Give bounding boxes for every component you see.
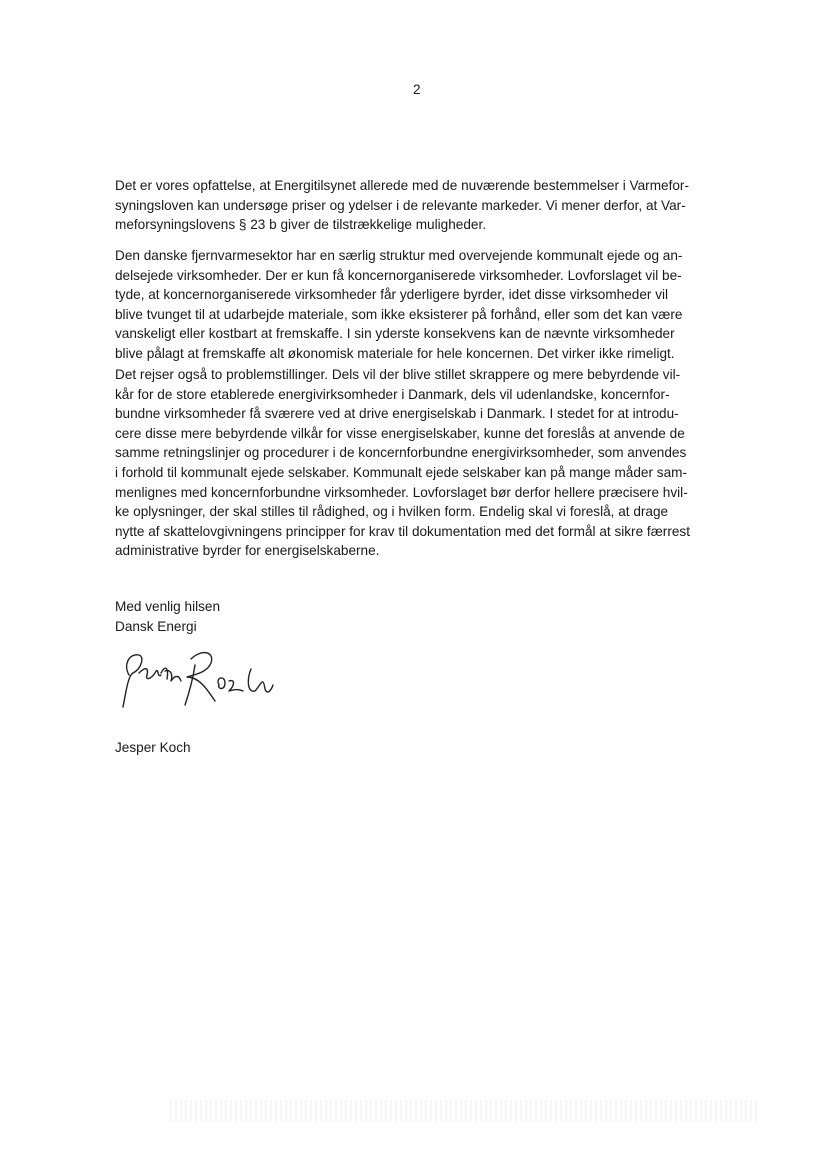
text-line: vanskeligt eller kostbart at fremskaffe. I sin yderste konsekvens kan de nævnte virksomheder [115,326,675,342]
text-line: kår for de store etablerede energivirksomheder i Danmark, dels vil udenlandske, koncernfor- [115,386,670,402]
text-line: administrative byrder for energiselskaberne. [115,543,380,559]
paragraph-1 [115,176,735,235]
paragraph-3 [115,365,735,561]
text-line: ke oplysninger, der skal stilles til rådighed, og i hvilken form. Endelig skal vi foreslå, at drage [115,504,669,520]
text-line: blive tvunget til at udarbejde materiale, som ikke eksisterer på forhånd, eller som det kan være [115,306,683,322]
text-line: cere disse mere bebyrdende vilkår for visse energiselskaber, kunne det foreslås at anvende de [115,425,685,441]
text-line: nytte af skattelovgivningens principper for krav til dokumentation med det formål at sikre færrest [115,523,690,539]
text-line: meforsyningslovens § 23 b giver de tilstrækkelige muligheder. [115,217,486,233]
text-line: i forhold til kommunalt ejede selskaber. Kommunalt ejede selskaber kan på mange måder sam- [115,464,687,480]
closing-organization: Dansk Energi [115,618,197,634]
text-line: syningsloven kan undersøge priser og ydelser i de relevante markeder. Vi mener derfor, at Var- [115,197,686,213]
closing-greeting: Med venlig hilsen [115,599,221,614]
text-line: menlignes med koncernforbundne virksomheder. Lovforslaget bør derfor hellere præcisere hvil- [115,484,688,500]
closing [115,597,735,636]
text-line: Det rejser også to problemstillinger. Dels vil der blive stillet skrappere og mere bebyrdende vil- [115,367,681,382]
signatory-name: Jesper Koch [115,740,191,755]
text-line: blive pålagt at fremskaffe alt økonomisk materiale for hele koncernen. Det virker ikke rimeligt. [115,345,675,361]
text-line: samme retningslinjer og procedurer i de koncernforbundne energivirksomheder, som anvendes [115,445,687,461]
text-line: tyde, at koncernorganiserede virksomheder får yderligere byrder, idet disse virksomheder vil [115,287,669,303]
handwritten-signature [115,645,285,715]
text-line: Det er vores opfattelse, at Energitilsynet allerede med de nuværende bestemmelser i Varmefor- [115,178,689,193]
scan-artifact [170,1100,760,1122]
signatory [115,738,735,758]
paragraph-2 [115,246,735,364]
page-number: 2 [413,82,421,97]
text-line: delsejede virksomheder. Der er kun få koncernorganiserede virksomheder. Lovforslaget vil be- [115,267,682,283]
text-line: Den danske fjernvarmesektor har en særlig struktur med overvejende kommunalt ejede og an- [115,248,683,263]
text-line: bundne virksomheder få sværere ved at drive energiselskab i Danmark. I stedet for at introdu- [115,406,679,422]
